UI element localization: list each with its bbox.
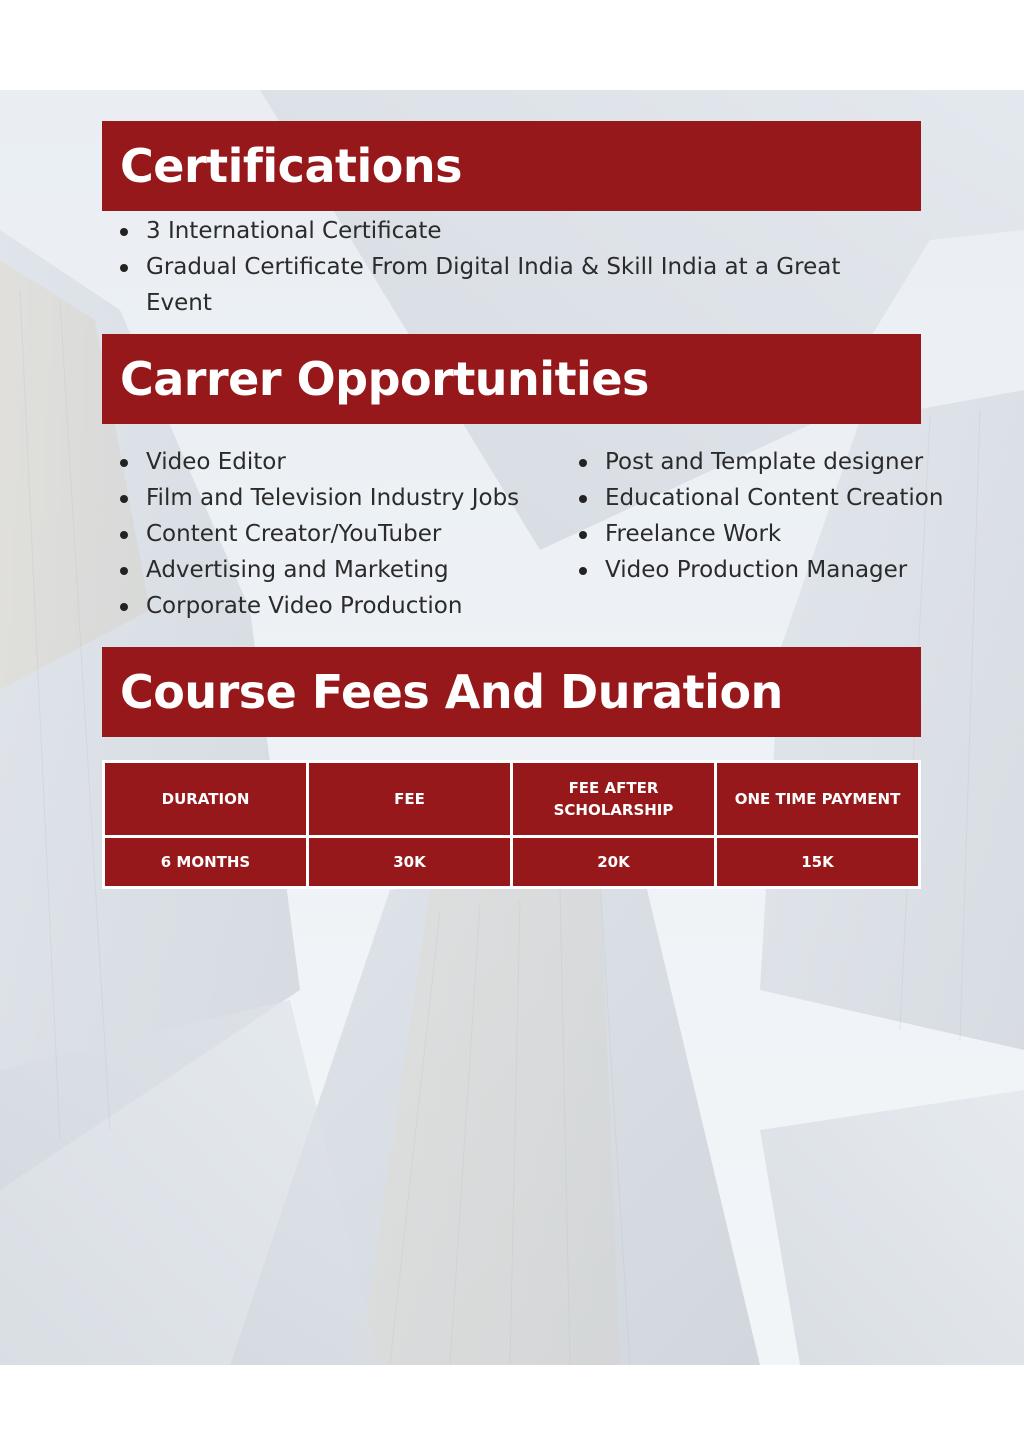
table-cell-fee: 30K [309,838,510,886]
certifications-header [102,121,921,211]
list-item: 3 International Certificate [118,213,908,249]
certifications-list [118,213,908,321]
list-item: Advertising and Marketing [118,552,568,588]
list-item: Corporate Video Production [118,588,568,624]
table-cell-duration: 6 MONTHS [105,838,306,886]
list-item: Freelance Work [577,516,1017,552]
career-list-right [577,444,1017,588]
list-item: Post and Template designer [577,444,1017,480]
certifications-title: Certifications [120,139,462,193]
column-header-fee-after-scholarship-label: FEE AFTER SCHOLARSHIP [553,779,674,819]
brochure-page [0,90,1024,1365]
list-item: Video Editor [118,444,568,480]
course-fees-title: Course Fees And Duration [120,665,783,719]
list-item: Content Creator/YouTuber [118,516,568,552]
career-opportunities-header [102,334,921,424]
list-item: Gradual Certificate From Digital India & Skill India at a Great Event [118,249,908,321]
column-header-duration: DURATION [105,763,306,835]
table-cell-one-time-payment: 15K [717,838,918,886]
career-list-left [118,444,568,624]
list-item: Video Production Manager [577,552,1017,588]
list-item: Educational Content Creation [577,480,1017,516]
column-header-fee-after-scholarship [513,763,714,835]
course-fees-header [102,647,921,737]
column-header-one-time-payment: ONE TIME PAYMENT [717,763,918,835]
table-cell-fee-after-scholarship: 20K [513,838,714,886]
career-opportunities-title: Carrer Opportunities [120,352,649,406]
table-row [105,838,918,886]
table-header-row [105,763,918,835]
fees-table [102,760,921,889]
column-header-fee: FEE [309,763,510,835]
list-item: Film and Television Industry Jobs [118,480,568,516]
